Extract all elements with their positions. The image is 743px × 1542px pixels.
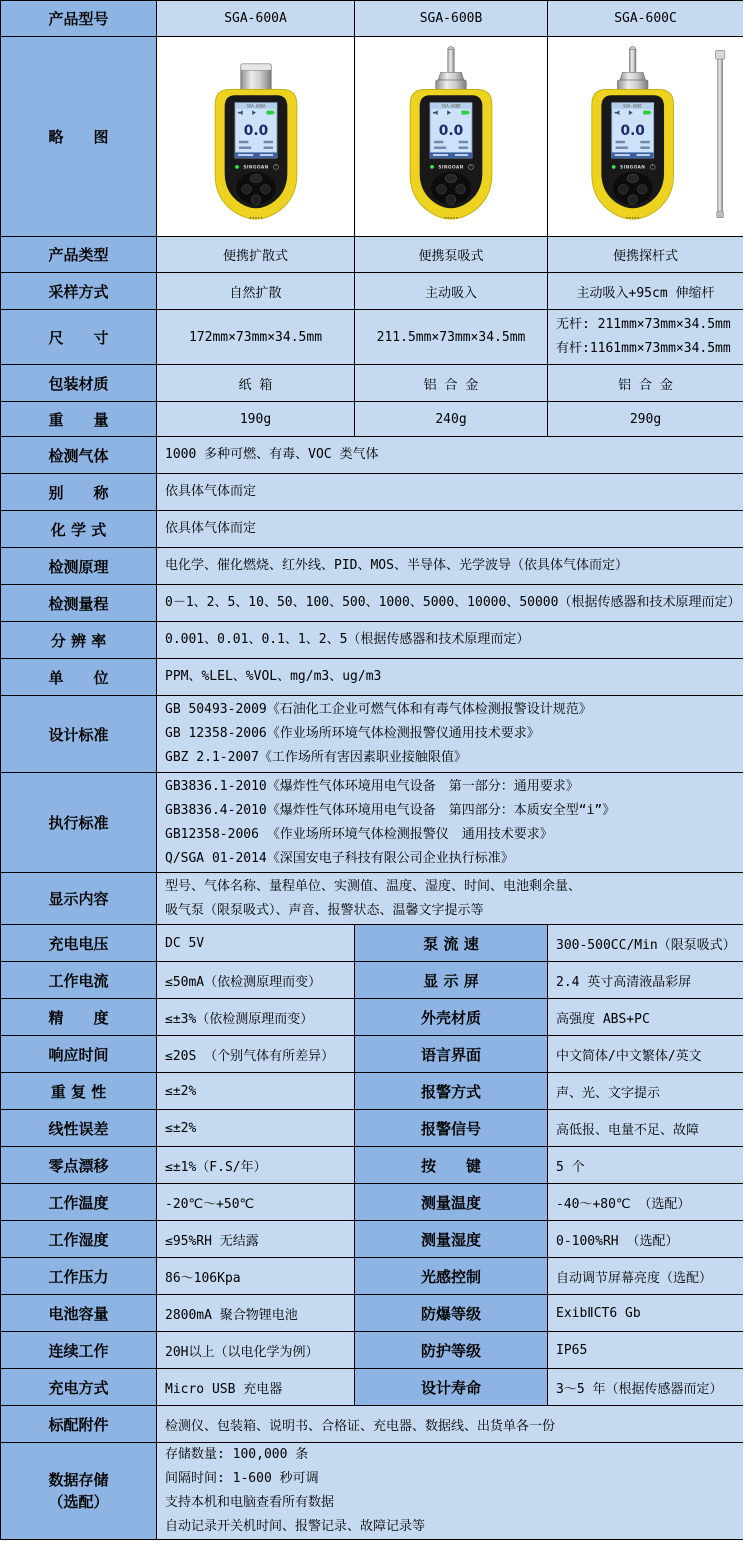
model-value: 172mm×73mm×34.5mm: [157, 310, 355, 365]
spec-label-left: 精 度: [1, 999, 157, 1036]
spec-value-right: 高低报、电量不足、故障: [548, 1110, 743, 1147]
spec-label-right: 泵 流 速: [355, 925, 548, 962]
spec-value-left: ≤±1%（F.S/年）: [157, 1147, 355, 1184]
spec-value-right: 中文简体/中文繁体/英文: [548, 1036, 743, 1073]
cell-line: GB 50493-2009《石油化工企业可燃气体和有毒气体检测报警设计规范》: [165, 702, 592, 717]
cell-line: GB3836.1-2010《爆炸性气体环境用电气设备 第一部分：通用要求》: [165, 778, 579, 794]
row-label: 尺 寸: [1, 310, 157, 365]
row-label: 执行标准: [1, 773, 157, 873]
cell-line: 有杆:1161mm×73mm×34.5mm: [556, 341, 731, 356]
svg-text:SGA-600B: SGA-600B: [441, 103, 461, 109]
spec-value-left: Micro USB 充电器: [157, 1369, 355, 1406]
model-value: 主动吸入+95cm 伸缩杆: [548, 273, 743, 310]
storage-label-line: （选配）: [48, 1493, 109, 1511]
svg-text:SGA-600C: SGA-600C: [622, 103, 642, 109]
spec-label-left: 工作电流: [1, 962, 157, 999]
spec-label-right: 按 键: [355, 1147, 548, 1184]
spec-label-right: 光感控制: [355, 1258, 548, 1295]
cell-line: 依具体气体而定: [165, 484, 257, 499]
spec-label-right: 报警方式: [355, 1073, 548, 1110]
full-row-value: [157, 474, 743, 511]
row-label: 设计标准: [1, 696, 157, 773]
spec-label-left: 重 复 性: [1, 1073, 157, 1110]
model-value: 主动吸入: [355, 273, 548, 310]
sketch-cell-c: [548, 37, 743, 237]
row-label: 产品类型: [1, 237, 157, 273]
spec-value-left: ≤50mA（依检测原理而变）: [157, 962, 355, 999]
spec-label-right: 显 示 屏: [355, 962, 548, 999]
spec-value-right: 300-500CC/Min（限泵吸式）: [548, 925, 743, 962]
cell-line: GB 12358-2006《作业场所环境气体检测报警仪通用技术要求》: [165, 726, 540, 741]
spec-value-right: 0-100%RH （选配）: [548, 1221, 743, 1258]
model-value: 铝 合 金: [355, 365, 548, 402]
svg-text:SINGOAN: SINGOAN: [242, 165, 269, 171]
spec-value-right: 5 个: [548, 1147, 743, 1184]
spec-value-right: 声、光、文字提示: [548, 1073, 743, 1110]
cell-line: 0.001、0.01、0.1、1、2、5（根据传感器和技术原理而定）: [165, 632, 530, 647]
row-label: 检测气体: [1, 437, 157, 474]
spec-label-right: 防护等级: [355, 1332, 548, 1369]
row-label: 检测原理: [1, 548, 157, 585]
spec-label-left: 充电方式: [1, 1369, 157, 1406]
cell-line: GB3836.4-2010《爆炸性气体环境用电气设备 第四部分：本质安全型“i”》: [165, 802, 616, 818]
spec-label-left: 响应时间: [1, 1036, 157, 1073]
spec-label-left: 零点漂移: [1, 1147, 157, 1184]
spec-label-right: 外壳材质: [355, 999, 548, 1036]
cell-line: Q/SGA 01-2014《深国安电子科技有限公司企业执行标准》: [165, 850, 514, 866]
spec-label-left: 连续工作: [1, 1332, 157, 1369]
cell-line: 存储数量: 100,000 条: [165, 1447, 309, 1462]
model-name-3: SGA-600C: [548, 1, 743, 37]
model-name-1: SGA-600A: [157, 1, 355, 37]
full-row-value: [157, 773, 743, 873]
spec-value-left: ≤±3%（依检测原理而变）: [157, 999, 355, 1036]
svg-text:SGA-600A: SGA-600A: [245, 103, 266, 109]
spec-value-left: 86～106Kpa: [157, 1258, 355, 1295]
full-row-value: [157, 622, 743, 659]
cell-line: 吸气泵（限泵吸式）、声音、报警状态、温馨文字提示等: [165, 902, 484, 918]
cell-line: 支持本机和电脑查看所有数据: [165, 1495, 335, 1510]
sketch-label: 略 图: [1, 37, 157, 237]
svg-text:SINGOAN: SINGOAN: [619, 165, 645, 171]
spec-value-left: -20℃～+50℃: [157, 1184, 355, 1221]
full-row-value: [157, 873, 743, 925]
accessories-value: 检测仪、包装箱、说明书、合格证、充电器、数据线、出货单各一份: [157, 1406, 743, 1443]
storage-label-line: 数据存储: [48, 1471, 109, 1489]
full-row-value: [157, 511, 743, 548]
spec-label-right: 设计寿命: [355, 1369, 548, 1406]
cell-line: 间隔时间: 1-600 秒可调: [165, 1471, 319, 1486]
spec-label-left: 工作压力: [1, 1258, 157, 1295]
header-label: 产品型号: [1, 1, 157, 37]
spec-label-left: 电池容量: [1, 1295, 157, 1332]
model-value: 自然扩散: [157, 273, 355, 310]
sketch-cell-a: [157, 37, 355, 237]
full-row-value: [157, 585, 743, 622]
cell-line: 电化学、催化燃烧、红外线、PID、MOS、半导体、光学波导（依具体气体而定）: [165, 558, 628, 573]
cell-line: GBZ 2.1-2007《工作场所有害因素职业接触限值》: [165, 750, 467, 765]
full-row-value: [157, 696, 743, 773]
model-value: 便携泵吸式: [355, 237, 548, 273]
svg-text:0.0: 0.0: [438, 122, 464, 139]
cell-line: PPM、%LEL、%VOL、mg/m3、ug/m3: [165, 669, 382, 684]
spec-value-right: 2.4 英寸高清液晶彩屏: [548, 962, 743, 999]
model-value: 便携扩散式: [157, 237, 355, 273]
spec-value-right: 自动调节屏幕亮度（选配）: [548, 1258, 743, 1295]
model-value: 便携探杆式: [548, 237, 743, 273]
row-label: 分 辨 率: [1, 622, 157, 659]
row-label: 单 位: [1, 659, 157, 696]
spec-value-right: -40～+80℃ （选配）: [548, 1184, 743, 1221]
gas-detector-illustration-b: [356, 39, 546, 235]
spec-value-right: 3～5 年（根据传感器而定）: [548, 1369, 743, 1406]
sketch-cell-b: [355, 37, 548, 237]
row-label: 显示内容: [1, 873, 157, 925]
model-value: 240g: [355, 402, 548, 437]
spec-label-right: 测量温度: [355, 1184, 548, 1221]
cell-line: 0－1、2、5、10、50、100、500、1000、5000、10000、50000（根据传感器和技术原理而定）: [165, 595, 741, 610]
row-label: 别 称: [1, 474, 157, 511]
cell-line: 依具体气体而定: [165, 521, 257, 536]
spec-value-right: IP65: [548, 1332, 743, 1369]
model-value: 纸 箱: [157, 365, 355, 402]
spec-value-left: ≤±2%: [157, 1073, 355, 1110]
cell-line: 1000 多种可燃、有毒、VOC 类气体: [165, 447, 379, 462]
spec-label-right: 报警信号: [355, 1110, 548, 1147]
spec-value-left: ≤20S （个别气体有所差异）: [157, 1036, 355, 1073]
model-value: 铝 合 金: [548, 365, 743, 402]
model-name-2: SGA-600B: [355, 1, 548, 37]
row-label: 化 学 式: [1, 511, 157, 548]
spec-value-right: ExibⅡCT6 Gb: [548, 1295, 743, 1332]
spec-value-right: 高强度 ABS+PC: [548, 999, 743, 1036]
row-label: 重 量: [1, 402, 157, 437]
spec-value-left: 20H以上（以电化学为例）: [157, 1332, 355, 1369]
gas-detector-illustration-c: [551, 39, 741, 235]
spec-value-left: ≤95%RH 无结露: [157, 1221, 355, 1258]
accessories-label: 标配附件: [1, 1406, 157, 1443]
spec-label-left: 线性误差: [1, 1110, 157, 1147]
cell-line: 型号、气体名称、量程单位、实测值、温度、湿度、时间、电池剩余量、: [165, 878, 582, 894]
cell-line: 无杆: 211mm×73mm×34.5mm: [556, 317, 731, 332]
model-value: 290g: [548, 402, 743, 437]
full-row-value: [157, 659, 743, 696]
svg-text:0.0: 0.0: [620, 122, 645, 139]
spec-label-left: 工作温度: [1, 1184, 157, 1221]
svg-text:SINGOAN: SINGOAN: [438, 165, 464, 171]
spec-label-right: 测量湿度: [355, 1221, 548, 1258]
cell-line: 自动记录开关机时间、报警记录、故障记录等: [165, 1519, 426, 1534]
storage-label: [1, 1443, 157, 1540]
gas-detector-illustration-a: [161, 39, 351, 235]
spec-label-left: 工作湿度: [1, 1221, 157, 1258]
spec-value-left: 2800mA 聚合物锂电池: [157, 1295, 355, 1332]
cell-line: GB12358-2006 《作业场所环境气体检测报警仪 通用技术要求》: [165, 826, 553, 842]
spec-label-right: 语言界面: [355, 1036, 548, 1073]
svg-text:0.0: 0.0: [243, 122, 268, 139]
spec-label-left: 充电电压: [1, 925, 157, 962]
model-value-multiline: [548, 310, 743, 365]
storage-value: [157, 1443, 743, 1540]
full-row-value: [157, 437, 743, 474]
spec-label-right: 防爆等级: [355, 1295, 548, 1332]
row-label: 检测量程: [1, 585, 157, 622]
row-label: 包装材质: [1, 365, 157, 402]
spec-value-left: ≤±2%: [157, 1110, 355, 1147]
model-value: 211.5mm×73mm×34.5mm: [355, 310, 548, 365]
model-value: 190g: [157, 402, 355, 437]
full-row-value: [157, 548, 743, 585]
row-label: 采样方式: [1, 273, 157, 310]
spec-value-left: DC 5V: [157, 925, 355, 962]
